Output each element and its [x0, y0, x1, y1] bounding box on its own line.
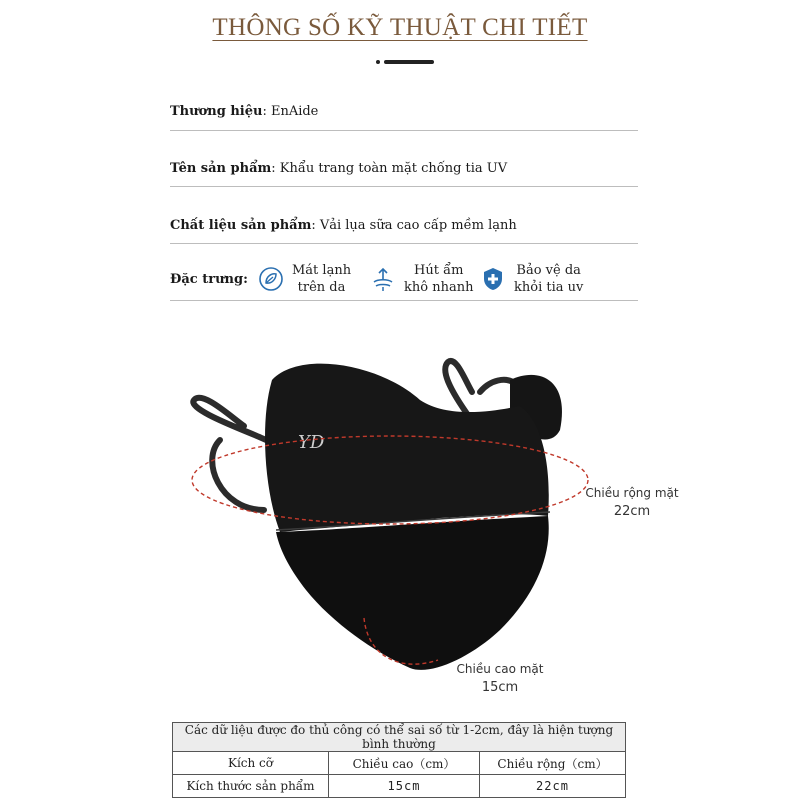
right-ear-loop	[445, 361, 472, 418]
page-title: THÔNG SỐ KỸ THUẬT CHI TIẾT	[212, 14, 588, 41]
height-value: 15cm	[481, 680, 519, 695]
width-value: 22cm	[613, 504, 651, 519]
spec-product-name-label: Tên sản phẩm	[170, 161, 272, 176]
mask-illustration	[180, 340, 600, 700]
spec-material-value: Vải lụa sữa cao cấp mềm lạnh	[319, 218, 517, 233]
divider	[170, 186, 638, 187]
table-header-size: Kích cỡ	[173, 752, 329, 775]
feature-uv-line2: khỏi tia uv	[514, 280, 584, 295]
table-header-width: Chiều rộng（cm）	[480, 752, 626, 775]
feature-cooling-line2: trên da	[297, 280, 346, 295]
height-label: Chiều cao mặt	[456, 662, 544, 676]
spec-product-name: Tên sản phẩm: Khẩu trang toàn mặt chống tia UV	[170, 161, 508, 176]
divider	[170, 130, 638, 131]
width-measurement	[582, 486, 682, 519]
spec-product-name-value: Khẩu trang toàn mặt chống tia UV	[279, 161, 508, 176]
features-label: Đặc trưng:	[170, 272, 248, 287]
moisture-wick-icon	[370, 266, 396, 292]
feature-uv-protection	[480, 262, 583, 296]
spec-material-label: Chất liệu sản phẩm	[170, 218, 312, 233]
size-table	[172, 722, 626, 798]
width-label: Chiều rộng mặt	[585, 486, 679, 500]
table-row	[173, 775, 626, 798]
table-cell-product-size: Kích thước sản phẩm	[173, 775, 329, 798]
spec-brand-label: Thương hiệu	[170, 104, 263, 119]
shield-cross-icon	[480, 266, 506, 292]
feature-cooling	[258, 262, 351, 296]
height-measurement	[450, 662, 550, 695]
table-cell-width: 22cm	[480, 775, 626, 798]
left-ear-loop-top	[193, 398, 266, 440]
feature-moisture	[370, 262, 473, 296]
spec-brand: Thương hiệu: EnAide	[170, 104, 319, 119]
feature-moisture-line2: khô nhanh	[404, 280, 474, 295]
title-divider	[370, 58, 440, 66]
table-header-row	[173, 752, 626, 775]
feature-cooling-text	[292, 262, 351, 296]
table-note: Các dữ liệu được đo thủ công có thể sai số từ 1-2cm, đây là hiện tượng bình thường	[173, 723, 626, 752]
mask-lower-panel	[276, 516, 549, 670]
feature-uv-line1: Bảo vệ da	[516, 263, 581, 278]
feature-cooling-line1: Mát lạnh	[292, 263, 352, 278]
table-cell-height: 15cm	[329, 775, 480, 798]
feature-moisture-line1: Hút ẩm	[414, 263, 464, 278]
brand-logo: YD	[298, 432, 325, 453]
divider	[170, 243, 638, 244]
table-note-row	[173, 723, 626, 752]
spec-material: Chất liệu sản phẩm: Vải lụa sữa cao cấp mềm lạnh	[170, 218, 517, 233]
feature-moisture-text	[404, 262, 473, 296]
table-header-height: Chiều cao（cm）	[329, 752, 480, 775]
spec-brand-value: EnAide	[270, 104, 319, 119]
feature-uv-text	[514, 262, 583, 296]
divider	[170, 300, 638, 301]
cool-leaf-icon	[258, 266, 284, 292]
left-ear-loop-bottom	[212, 440, 264, 510]
